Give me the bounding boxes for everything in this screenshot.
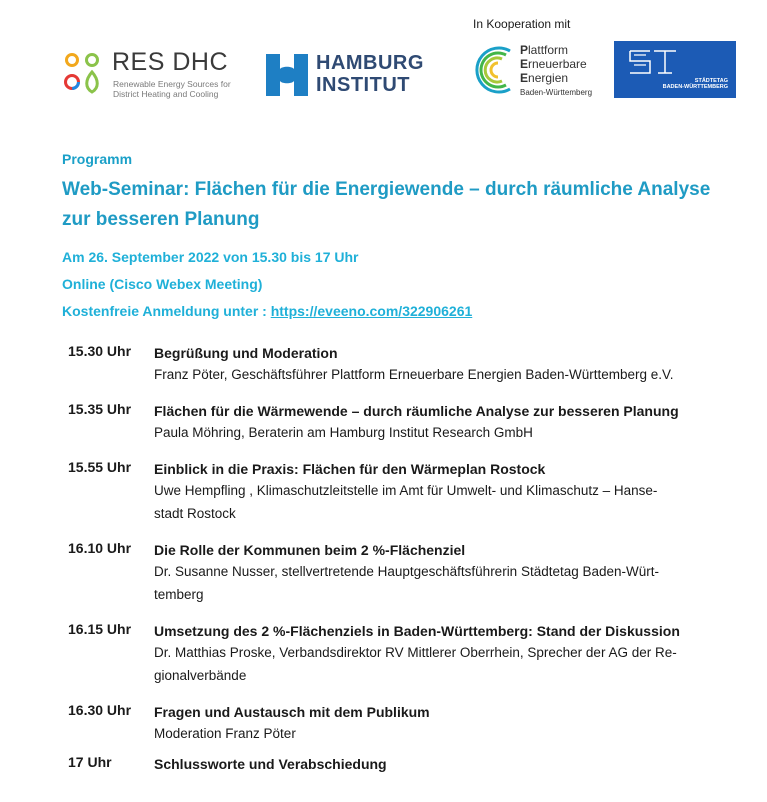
registration-label: Kostenfreie Anmeldung unter : (62, 303, 271, 319)
agenda-time: 16.15 Uhr (68, 621, 132, 637)
agenda-speaker: Dr. Susanne Nusser, stellvertretende Hauptgeschäftsführerin Städtetag Baden-Würt- (154, 564, 660, 579)
agenda-time: 15.55 Uhr (68, 459, 132, 475)
logo-bar (0, 0, 767, 120)
agenda-body (154, 401, 738, 444)
agenda-item (68, 702, 738, 754)
staedtetag-logo (614, 41, 736, 98)
plattform-line3-initial: E (520, 71, 529, 85)
plattform-line1-initial: P (520, 43, 529, 57)
staedtetag-line1: STÄDTETAG (694, 78, 728, 84)
agenda-item (68, 754, 738, 782)
agenda-item (68, 621, 738, 702)
hamburg-institut-logo (264, 52, 439, 98)
agenda-body (154, 343, 738, 386)
res-dhc-subtitle-line1: Renewable Energy Sources for (113, 79, 231, 89)
hamburg-h-icon (264, 52, 310, 98)
plattform-swirl-icon (470, 43, 518, 97)
agenda-body (154, 621, 738, 687)
registration-line (62, 303, 472, 319)
event-date: Am 26. September 2022 von 15.30 bis 17 Uhr (62, 249, 359, 265)
agenda-time: 17 Uhr (68, 754, 112, 770)
staedtetag-st-icon (628, 49, 678, 75)
cooperation-label: In Kooperation mit (473, 17, 571, 31)
agenda-title: Schlussworte und Verabschiedung (154, 756, 387, 772)
hamburg-line2: INSTITUT (316, 74, 410, 96)
agenda-speaker-cont: temberg (154, 587, 204, 602)
res-dhc-emblem-icon (62, 50, 108, 96)
staedtetag-text (663, 78, 728, 90)
plattform-region: Baden-Württemberg (520, 88, 593, 97)
res-dhc-name: RES DHC (112, 48, 229, 76)
agenda-speaker: Paula Möhring, Beraterin am Hamburg Institut Research GmbH (154, 425, 533, 440)
hamburg-institut-text (316, 52, 424, 96)
agenda-title: Einblick in die Praxis: Flächen für den Wärmeplan Rostock (154, 461, 546, 477)
hamburg-line1: HAMBURG (316, 52, 424, 74)
res-dhc-subtitle (113, 79, 231, 99)
agenda-time: 16.30 Uhr (68, 702, 132, 718)
agenda-speaker: Uwe Hempfling , Klimaschutzleitstelle im Amt für Umwelt- und Klimaschutz – Hanse- (154, 483, 658, 498)
agenda-speaker: Dr. Matthias Proske, Verbandsdirektor RV Mittlerer Oberrhein, Sprecher der AG der Re- (154, 645, 677, 660)
staedtetag-line2: BADEN-WÜRTTEMBERG (662, 84, 728, 90)
agenda-item (68, 540, 738, 621)
agenda-title: Begrüßung und Moderation (154, 345, 338, 361)
agenda-speaker-cont: gionalverbände (154, 668, 247, 683)
agenda-item (68, 459, 738, 540)
agenda-title: Fragen und Austausch mit dem Publikum (154, 704, 430, 720)
agenda-body (154, 459, 738, 525)
agenda-body (154, 702, 738, 745)
agenda-speaker-cont: stadt Rostock (154, 506, 236, 521)
agenda-speaker: Moderation Franz Pöter (154, 726, 296, 741)
agenda-title: Flächen für die Wärmewende – durch räumliche Analyse zur besseren Planung (154, 403, 679, 419)
page-title: Web-Seminar: Flächen für die Energiewende – durch räumliche Analyse zur besseren Planung (62, 179, 711, 230)
program-label: Programm (62, 151, 133, 167)
event-location: Online (Cisco Webex Meeting) (62, 276, 263, 292)
plattform-line2 (520, 57, 592, 71)
agenda-list (68, 343, 738, 782)
plattform-text (520, 43, 592, 100)
res-dhc-logo (62, 48, 247, 98)
plattform-line1-rest: lattform (528, 43, 569, 57)
agenda-time: 15.35 Uhr (68, 401, 132, 417)
agenda-title: Die Rolle der Kommunen beim 2 %-Flächenziel (154, 542, 466, 558)
plattform-ee-logo (470, 43, 610, 99)
plattform-line3 (520, 71, 592, 85)
plattform-line2-rest: rneuerbare (528, 57, 587, 71)
plattform-line1 (520, 43, 592, 57)
agenda-item (68, 401, 738, 459)
agenda-body (154, 754, 738, 774)
plattform-line2-initial: E (520, 57, 529, 71)
agenda-body (154, 540, 738, 606)
agenda-title: Umsetzung des 2 %-Flächenziels in Baden-Württemberg: Stand der Diskussion (154, 623, 680, 639)
agenda-item (68, 343, 738, 401)
agenda-time: 16.10 Uhr (68, 540, 132, 556)
res-dhc-subtitle-line2: District Heating and Cooling (113, 89, 219, 99)
agenda-time: 15.30 Uhr (68, 343, 132, 359)
agenda-speaker: Franz Pöter, Geschäftsführer Plattform Erneuerbare Energien Baden-Württemberg e.V. (154, 367, 674, 382)
registration-link[interactable]: https://eveeno.com/322906261 (270, 303, 473, 319)
plattform-line3-rest: nergien (528, 71, 569, 85)
